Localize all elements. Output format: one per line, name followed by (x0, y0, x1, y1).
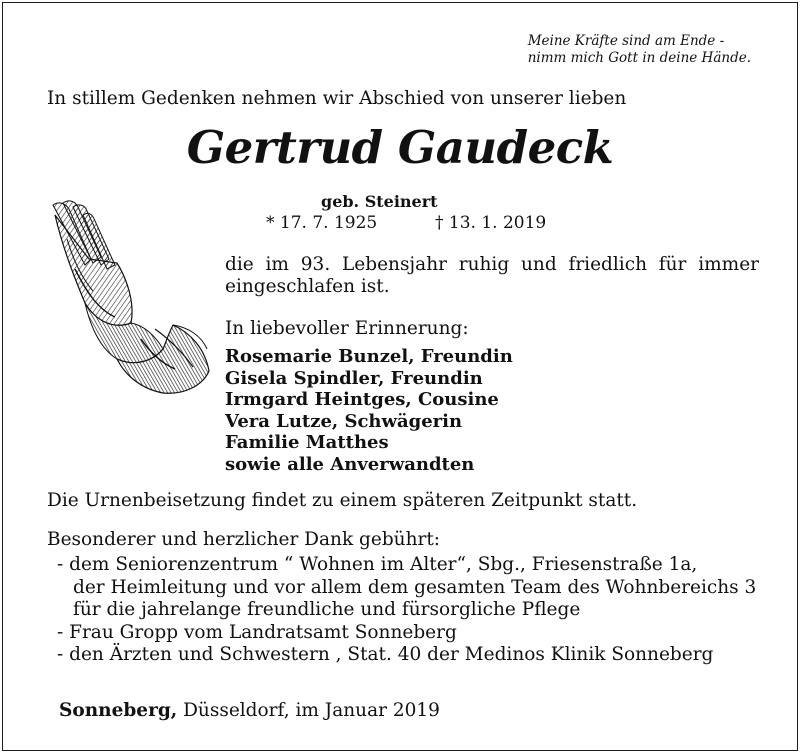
place-city: Sonneberg, (59, 700, 178, 721)
place-date (59, 700, 440, 721)
thanks-line: - dem Seniorenzentrum “ Wohnen im Alter“, Sbg., Friesenstraße 1a, (57, 554, 698, 575)
mourner-item: Rosemarie Bunzel, Freundin (225, 346, 513, 367)
urn-burial-text: Die Urnenbeisetzung findet zu einem späteren Zeitpunkt statt. (47, 490, 638, 511)
maiden-name: geb. Steinert (321, 192, 438, 211)
deceased-name: Gertrud Gaudeck (186, 121, 614, 174)
thanks-list (57, 554, 756, 667)
mourner-item: Gisela Spindler, Freundin (225, 367, 483, 389)
thanks-line: - den Ärzten und Schwestern , Stat. 40 der Medinos Klinik Sonneberg (57, 644, 714, 665)
memory-label: In liebevoller Erinnerung: (225, 318, 469, 339)
epigraph-quote (528, 33, 751, 67)
place-date-rest: Düsseldorf, im Januar 2019 (177, 700, 440, 721)
mourner-item: Familie Matthes (225, 432, 389, 453)
obituary-notice (2, 2, 798, 751)
mourner-item: sowie alle Anverwandten (225, 453, 475, 475)
age-text: die im 93. Lebensjahr ruhig und friedlich für immer eingeschlafen ist. (225, 254, 759, 297)
thanks-line: für die jahrelange freundliche und fürsorgliche Pflege (73, 599, 581, 620)
thanks-intro: Besonderer und herzlicher Dank gebührt: (47, 529, 441, 550)
thanks-line: der Heimleitung und vor allem dem gesamten Team des Wohnbereichs 3 (73, 576, 757, 598)
mourners-list (225, 346, 513, 475)
birth-date: * 17. 7. 1925 (266, 213, 378, 233)
quote-line-2: nimm mich Gott in deine Hände. (527, 50, 751, 66)
mourner-item: Vera Lutze, Schwägerin (225, 410, 463, 432)
mourner-item: Irmgard Heintges, Cousine (225, 389, 499, 410)
intro-text: In stillem Gedenken nehmen wir Abschied von unserer lieben (47, 88, 627, 109)
praying-hands-icon (45, 199, 210, 399)
thanks-line: - Frau Gropp vom Landratsamt Sonneberg (57, 621, 457, 643)
quote-line-1: Meine Kräfte sind am Ende - (527, 33, 725, 49)
death-date: † 13. 1. 2019 (435, 213, 547, 233)
